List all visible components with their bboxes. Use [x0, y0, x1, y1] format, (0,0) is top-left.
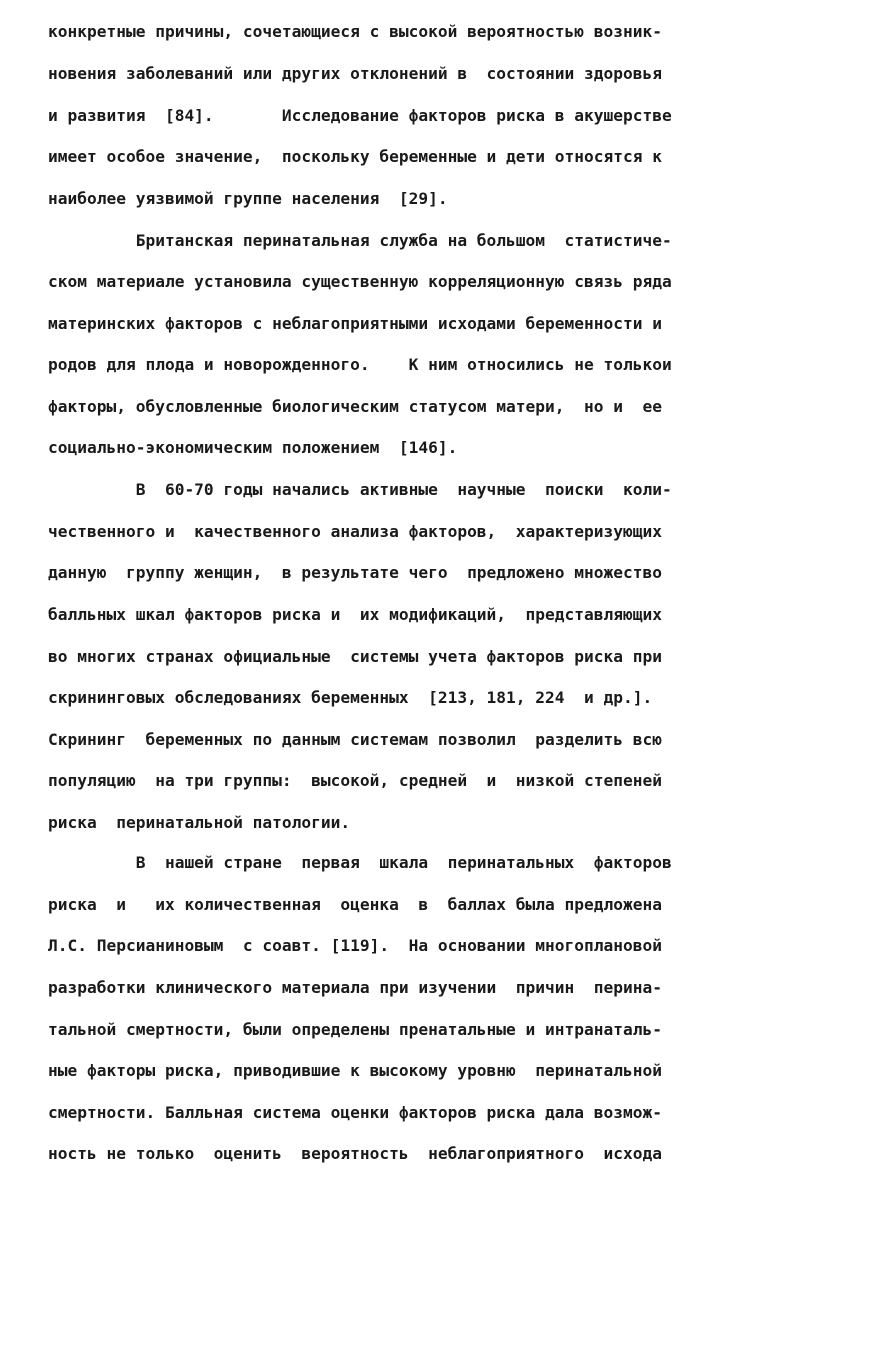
text-line: ные факторы риска, приводившие к высокому уровню перинатальной	[48, 1061, 662, 1080]
text-line: В нашей стране первая шкала перинатальных факторов	[48, 853, 672, 872]
text-line: разработки клинического материала при изучении причин перина-	[48, 978, 662, 997]
text-line: во многих странах официальные системы учета факторов риска при	[48, 647, 662, 666]
text-line: данную группу женщин, в результате чего предложено множество	[48, 563, 662, 582]
text-line: Скрининг беременных по данным системам позволил разделить всю	[48, 730, 662, 749]
text-line: и развития [84]. Исследование факторов риска в акушерстве	[48, 106, 672, 125]
text-line: риска и их количественная оценка в баллах была предложена	[48, 895, 662, 914]
text-line: социально-экономическим положением [146].	[48, 438, 458, 457]
text-line: популяцию на три группы: высокой, средней и низкой степеней	[48, 771, 662, 790]
text-line: риска перинатальной патологии.	[48, 813, 351, 832]
text-line: смертности. Балльная система оценки факторов риска дала возмож-	[48, 1103, 662, 1122]
text-line: тальной смертности, были определены пренатальные и интранаталь-	[48, 1020, 662, 1039]
text-line: ность не только оценить вероятность неблагоприятного исхода	[48, 1144, 662, 1163]
text-line: чественного и качественного анализа факторов, характеризующих	[48, 522, 662, 541]
text-line: новения заболеваний или других отклонений в состоянии здоровья	[48, 64, 662, 83]
text-line: Л.С. Персианиновым с соавт. [119]. На основании многоплановой	[48, 936, 662, 955]
text-line: конкретные причины, сочетающиеся с высокой вероятностью возник-	[48, 22, 662, 41]
text-line: родов для плода и новорожденного. К ним относились не толькои	[48, 355, 672, 374]
text-line: ском материале установила существенную корреляционную связь ряда	[48, 272, 672, 291]
text-line: В 60-70 годы начались активные научные поиски коли-	[48, 480, 672, 499]
text-line: факторы, обусловленные биологическим статусом матери, но и ее	[48, 397, 662, 416]
text-line: материнских факторов с неблагоприятными исходами беременности и	[48, 314, 662, 333]
text-line: наиболее уязвимой группе населения [29].	[48, 189, 448, 208]
text-line: имеет особое значение, поскольку беременные и дети относятся к	[48, 147, 662, 166]
text-line: Британская перинатальная служба на большом статистиче-	[48, 231, 672, 250]
text-line: скрининговых обследованиях беременных [213, 181, 224 и др.].	[48, 688, 653, 707]
text-line: балльных шкал факторов риска и их модификаций, представляющих	[48, 605, 662, 624]
